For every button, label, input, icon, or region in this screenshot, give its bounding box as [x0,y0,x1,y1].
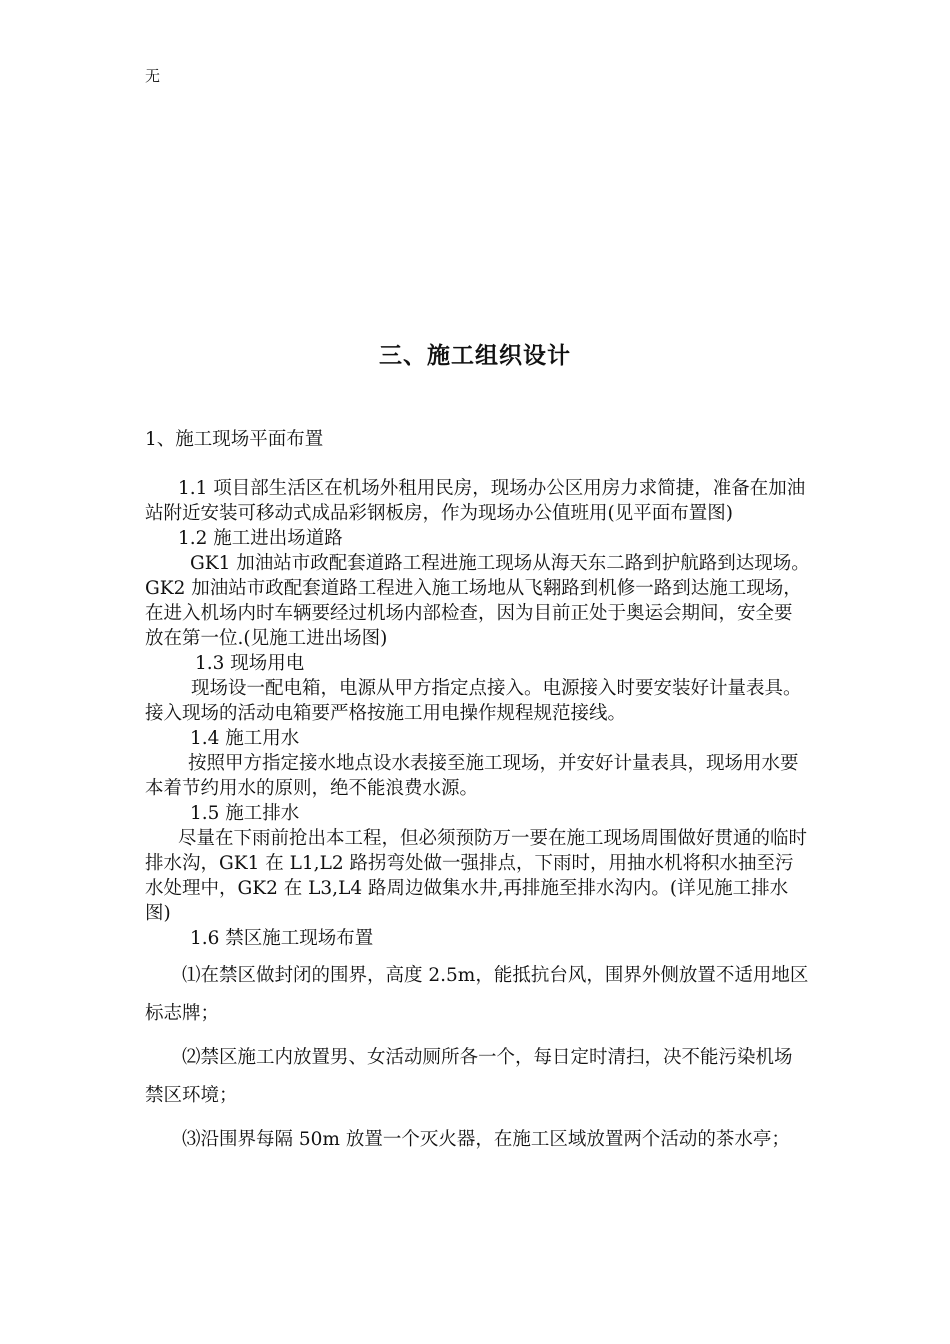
subheading-1-6: 1.6 禁区施工现场布置 [190,928,374,949]
paragraph-1-5: 尽量在下雨前抢出本工程，但必须预防万一要在施工现场周围做好贯通的临时排水沟，GK1 在 L1,L2 路拐弯处做一强排点，下雨时，用抽水机将积水抽至污水处理中，GK2 在 L3,L4 路周边做集水井,再排施至排水沟内。(详见施工排水图) [145,828,808,924]
document-body [145,426,810,1159]
page-title: 三、施工组织设计 [379,342,571,369]
paragraph-1-2: GK1 加油站市政配套道路工程进施工现场从海天东二路到护航路到达现场。GK2 加油站市政配套道路工程进入施工场地从飞翱路到机修一路到达施工现场，在进入机场内时车辆要经过机场内部检查，因为目前正处于奥运会期间，安全要放在第一位.(见施工进出场图) [145,553,810,649]
list-item-2: ⑵禁区施工内放置男、女活动厕所各一个，每日定时清扫，决不能污染机场禁区环境； [145,1047,793,1106]
paragraph-1-3: 现场设一配电箱，电源从甲方指定点接入。电源接入时要安装好计量表具。接入现场的活动电箱要严格按施工用电操作规程规范接线。 [145,678,802,724]
list-item-3: ⑶沿围界每隔 50m 放置一个灭火器，在施工区域放置两个活动的茶水亭； [182,1129,790,1150]
paragraph-1-4: 按照甲方指定接水地点设水表接至施工现场，并安好计量表具，现场用水要本着节约用水的原则，绝不能浪费水源。 [145,753,799,799]
paragraph-1-1: 1.1 项目部生活区在机场外租用民房，现场办公区用房力求简捷，准备在加油站附近安装可移动式成品彩钢板房，作为现场办公值班用(见平面布置图) [145,478,806,524]
list-item-1: ⑴在禁区做封闭的围界，高度 2.5m，能抵抗台风，围界外侧放置不适用地区标志牌； [145,965,809,1024]
subheading-1-3: 1.3 现场用电 [195,653,305,674]
subheading-1-2: 1.2 施工进出场道路 [178,528,343,549]
header-mark: 无 [145,67,161,85]
subheading-1-4: 1.4 施工用水 [190,728,300,749]
section-heading: 1、施工现场平面布置 [145,429,324,450]
subheading-1-5: 1.5 施工排水 [190,803,300,824]
